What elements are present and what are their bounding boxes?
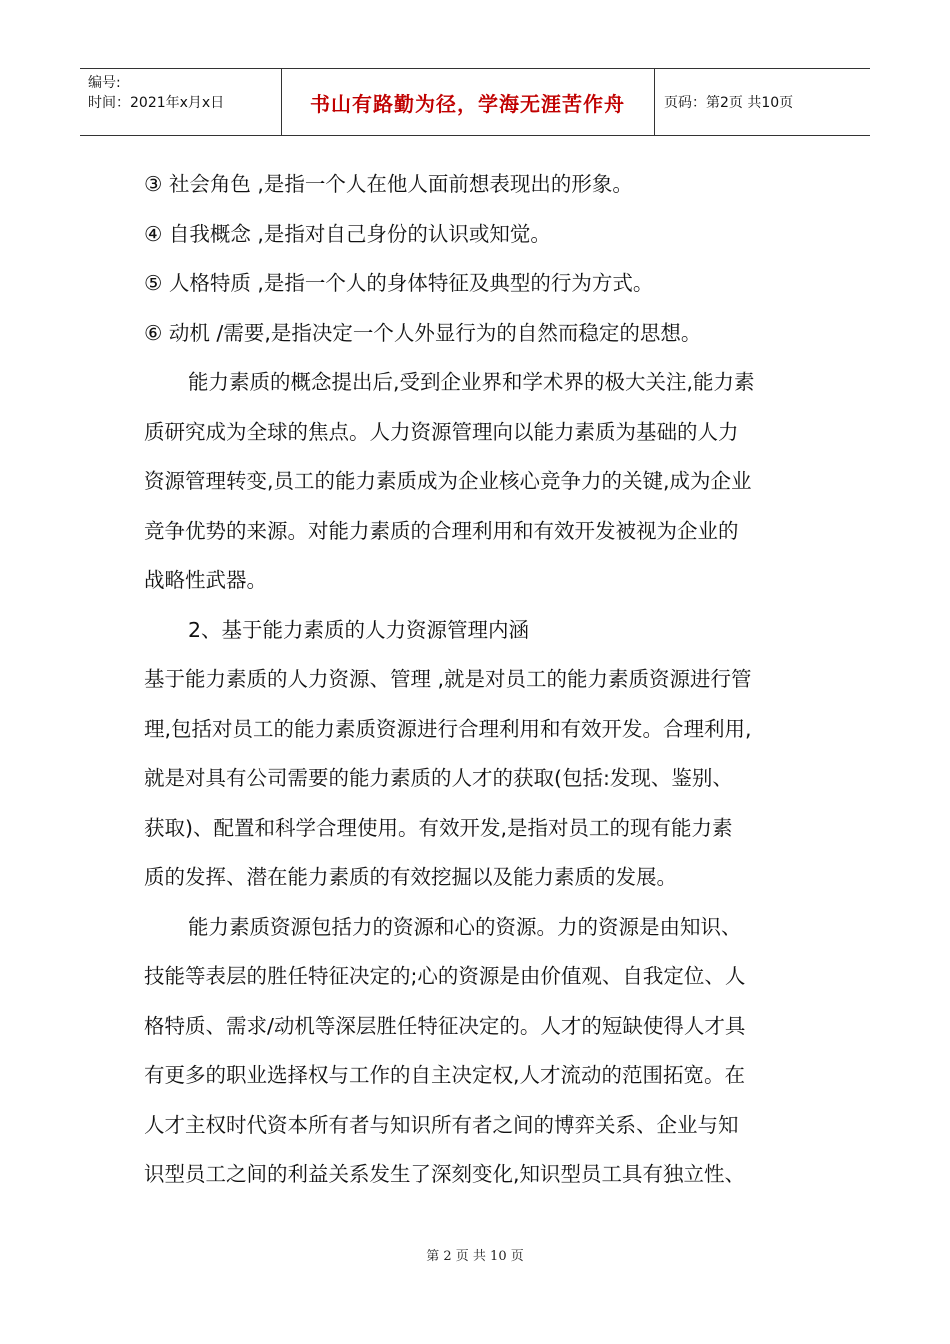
paragraph-line: 竞争优势的来源。对能力素质的合理利用和有效开发被视为企业的 — [144, 518, 739, 543]
paragraph-line: 能力素质的概念提出后,受到企业界和学术界的极大关注,能力素 — [188, 370, 755, 394]
paragraph-line: 资源管理转变,员工的能力素质成为企业核心竞争力的关键,成为企业 — [144, 469, 752, 493]
header-motto: 书山有路勤为径，学海无涯苦作舟 — [310, 91, 625, 116]
list-item: ⑥ 动机 /需要,是指决定一个人外显行为的自然而稳定的思想。 — [144, 320, 702, 345]
paragraph-line: 有更多的职业选择权与工作的自主决定权,人才流动的范围拓宽。在 — [144, 1063, 746, 1087]
document-time-label: 时间：2021年x月x日 — [88, 95, 225, 111]
paragraph-line: 就是对具有公司需要的能力素质的人才的获取(包括:发现、鉴别、 — [144, 766, 733, 790]
list-item: ⑤ 人格特质 ,是指一个人的身体特征及典型的行为方式。 — [144, 271, 654, 295]
paragraph-line: 质研究成为全球的焦点。人力资源管理向以能力素质为基础的人力 — [144, 419, 739, 444]
paragraph-line: 技能等表层的胜任特征决定的;心的资源是由价值观、自我定位、人 — [144, 964, 746, 988]
document-body — [144, 160, 814, 1200]
page-header — [80, 68, 870, 136]
page-footer: 第 2 页 共 10 页 — [426, 1249, 524, 1264]
paragraph-line: 人才主权时代资本所有者与知识所有者之间的博弈关系、企业与知 — [144, 1112, 739, 1137]
header-meta — [88, 73, 224, 113]
header-divider — [654, 69, 655, 135]
paragraph-line: 获取)、配置和科学合理使用。有效开发,是指对员工的现有能力素 — [144, 815, 733, 840]
list-item: ③ 社会角色 ,是指一个人在他人面前想表现出的形象。 — [144, 172, 633, 196]
paragraph-line: 基于能力素质的人力资源、管理 ,就是对员工的能力素质资源进行管 — [144, 667, 752, 691]
paragraph-line: 识型员工之间的利益关系发生了深刻变化,知识型员工具有独立性、 — [144, 1162, 746, 1186]
paragraph-line: 战略性武器。 — [144, 568, 267, 592]
list-item: ④ 自我概念 ,是指对自己身份的认识或知觉。 — [144, 221, 551, 246]
paragraph-line: 理,包括对员工的能力素质资源进行合理利用和有效开发。合理利用, — [144, 716, 752, 741]
paragraph-line: 质的发挥、潜在能力素质的有效挖掘以及能力素质的发展。 — [144, 865, 677, 889]
header-page-info: 页码：第2页 共10页 — [664, 95, 794, 111]
paragraph-line: 格特质、需求/动机等深层胜任特征决定的。人才的短缺使得人才具 — [144, 1013, 746, 1038]
paragraph-line: 能力素质资源包括力的资源和心的资源。力的资源是由知识、 — [188, 914, 742, 939]
section-heading: 2、基于能力素质的人力资源管理内涵 — [188, 617, 530, 642]
document-number-label: 编号: — [88, 75, 121, 91]
